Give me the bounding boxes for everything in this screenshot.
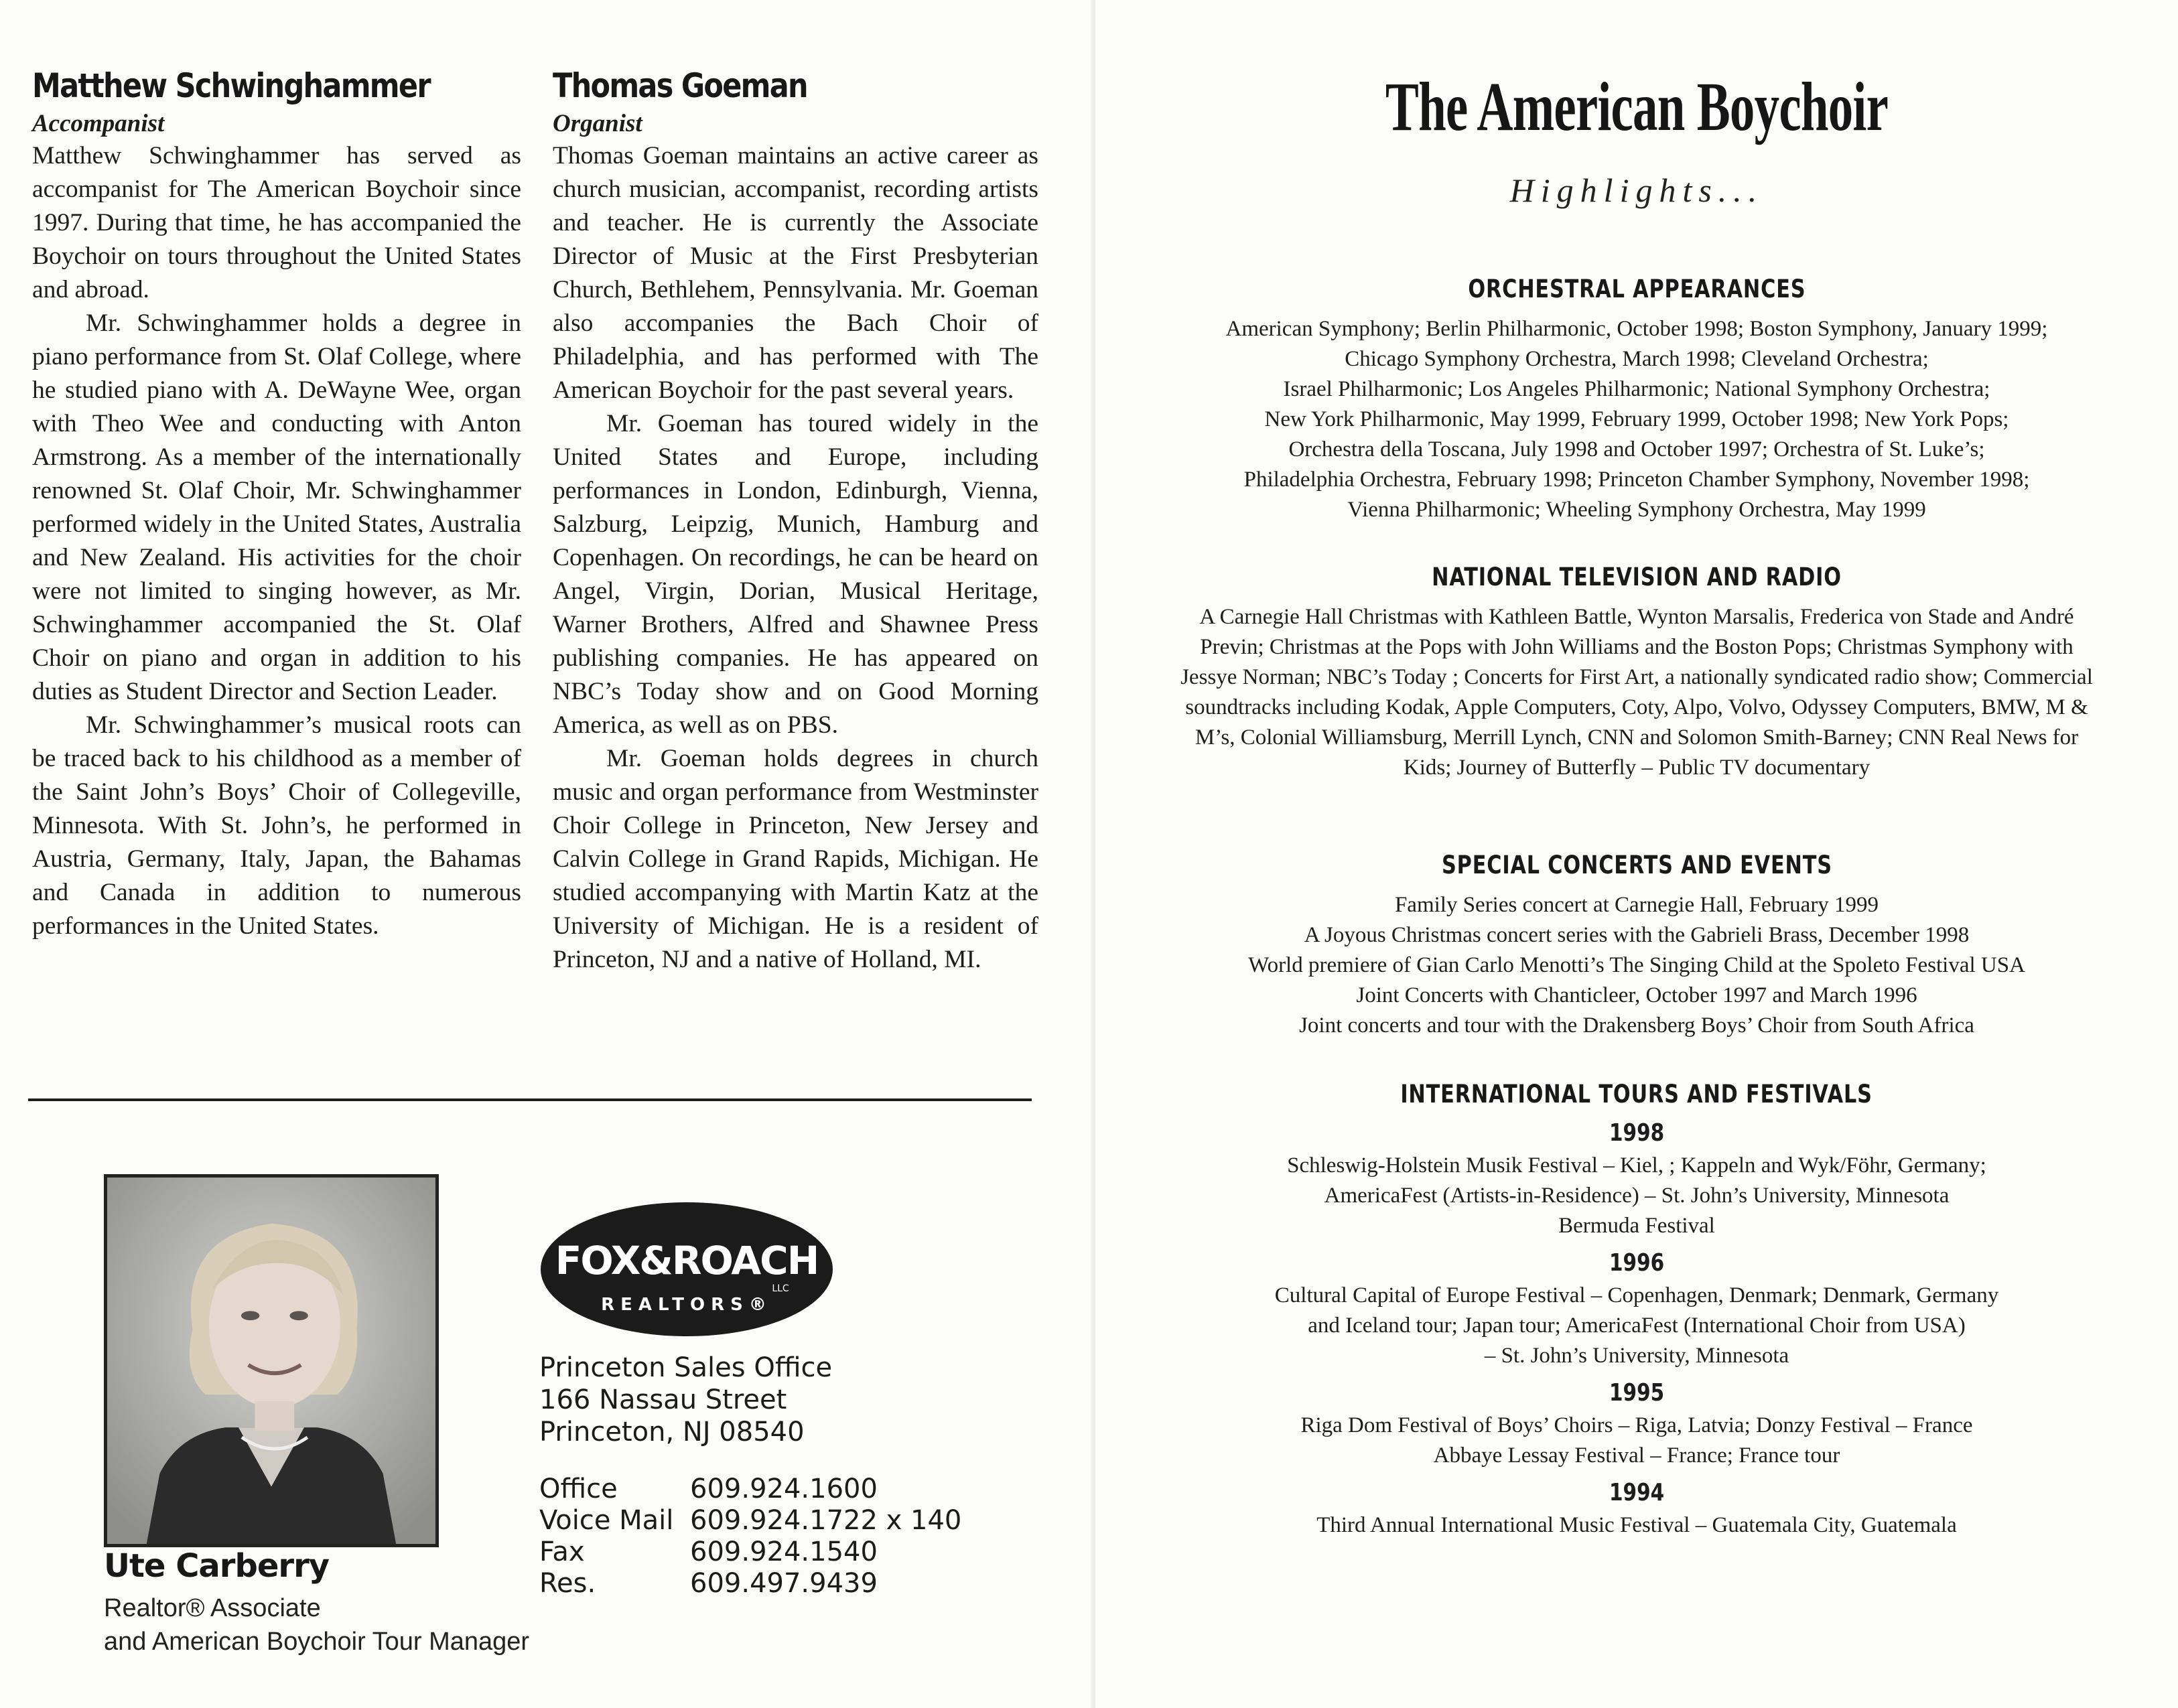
bio-role: Organist [553,110,642,137]
divider-rule [28,1098,1032,1101]
section-line: Vienna Philharmonic; Wheeling Symphony Orchestra, May 1999 [1347,498,1926,522]
right-page [1095,0,2178,1708]
bio-paragraph: Mr. Schwinghammer holds a degree in piano performance from St. Olaf College, where he studied piano with A. DeWayne Wee, organ with Theo Wee and conducting with Anton Armstrong. As a member of the internationally renowned St. Olaf Choir, Mr. Schwinghammer performed widely in the United States, Australia and New Zealand. His activities for the choir were not limited to singing however, as Mr. Schwinghammer accompanied the St. Olaf Choir on piano and organ in addition to his duties as Student Director and Section Leader. [32,309,521,705]
contact-list [539,1474,961,1599]
contact-row [539,1568,961,1599]
tour-line: Riga Dom Festival of Boys’ Choirs – Riga, Latvia; Donzy Festival – France [1300,1413,1973,1437]
section-line: Chicago Symphony Orchestra, March 1998; Cleveland Orchestra; [1345,347,1929,371]
section-special-concerts [1132,851,2141,1041]
tour-line: Schleswig-Holstein Musik Festival – Kiel, ; Kappeln and Wyk/Föhr, Germany; [1287,1153,1986,1178]
contact-row [539,1505,961,1537]
agent-name: Ute Carberry [104,1547,330,1585]
section-line: Orchestra della Toscana, July 1998 and October 1997; Orchestra of St. Luke’s; [1288,437,1985,461]
page-subtitle: Highlights... [1509,171,1764,209]
title-text: The American Boychoir [1385,68,1889,145]
page-title [1095,67,2178,147]
tour-line: and Iceland tour; Japan tour; AmericaFest (International Choir from USA) [1308,1313,1966,1338]
logo-llc: LLC [772,1283,789,1294]
section-heading: ORCHESTRAL APPEARANCES [1467,275,1806,303]
bio-paragraph: Thomas Goeman maintains an active career as church musician, accompanist, recording artists and teacher. He is currently the Associate Director of Music at the First Presbyterian Church, Bethlehem, Pennsylvania. Mr. Goeman also accompanies the Bach Choir of Philadelphia, and has performed with The American Boychoir for the past several years. [553,142,1038,404]
section-heading: INTERNATIONAL TOURS AND FESTIVALS [1400,1080,1873,1109]
tour-line: Bermuda Festival [1558,1214,1715,1238]
bio-goeman [553,66,1038,977]
office-name: Princeton Sales Office [539,1352,833,1383]
section-tv-radio [1176,563,2098,783]
section-text: A Carnegie Hall Christmas with Kathleen Battle, Wynton Marsalis, Frederica von Stade and André Previn; Christmas at the Pops with John Williams and the Boston Pops; Christmas Symphony with Jessye Norman; NBC’s Today ; Concerts for First Art, a nationally syndicated radio show; Commercial soundtracks including Kodak, Apple Computers, Coty, Alpo, Volvo, Odyssey Computers, BMW, M & M’s, Colonial Williamsburg, Merrill Lynch, CNN and Solomon Smith-Barney; CNN Real News for Kids; Journey of Butterfly – Public TV documentary [1180,605,2093,780]
tour-line: Abbaye Lessay Festival – France; France tour [1433,1443,1840,1468]
logo-wordmark: FOX&ROACH [555,1238,819,1283]
office-street: 166 Nassau Street [539,1384,787,1415]
contact-label: Voice Mail [539,1505,674,1536]
tour-year: 1995 [1609,1379,1665,1407]
section-line: A Joyous Christmas concert series with the Gabrieli Brass, December 1998 [1304,923,1970,947]
contact-label: Res. [539,1568,596,1599]
tour-year: 1998 [1609,1119,1665,1147]
bio-paragraph: Matthew Schwinghammer has served as accompanist for The American Boychoir since 1997. During that time, he has accompanied the Boychoir on tours throughout the United States and abroad. [32,142,521,303]
agent-title: Realtor® Associate [104,1594,321,1622]
section-line: American Symphony; Berlin Philharmonic, October 1998; Boston Symphony, January 1999; [1225,317,2048,341]
section-line: Israel Philharmonic; Los Angeles Philharmonic; National Symphony Orchestra; [1283,377,1990,401]
contact-row [539,1537,961,1568]
bio-schwinghammer [32,66,521,943]
section-line: New York Philharmonic, May 1999, February 1999, October 1998; New York Pops; [1264,407,2009,431]
contact-value: 609.924.1600 [690,1474,878,1504]
bio-role: Accompanist [32,110,165,137]
contact-value: 609.924.1722 x 140 [690,1505,962,1536]
section-international-tours [1132,1080,2141,1541]
contact-label: Fax [539,1537,585,1567]
section-line: Joint Concerts with Chanticleer, October 1997 and March 1996 [1356,983,1917,1007]
fox-roach-logo [539,1199,834,1340]
tour-line: Third Annual International Music Festival – Guatemala City, Guatemala [1316,1513,1957,1537]
contact-row [539,1474,961,1505]
agent-photo [104,1174,439,1547]
agent-title: and American Boychoir Tour Manager [104,1628,530,1656]
tour-line: AmericaFest (Artists-in-Residence) – St. John’s University, Minnesota [1324,1184,1950,1208]
section-line: Family Series concert at Carnegie Hall, February 1999 [1394,893,1879,917]
tour-line: – St. John’s University, Minnesota [1484,1344,1789,1368]
bio-paragraph: Mr. Goeman holds degrees in church music and organ performance from Westminster Choir College in Princeton, New Jersey and Calvin College in Grand Rapids, Michigan. He studied accompanying with Martin Katz at the University of Michigan. He is a resident of Princeton, NJ and a native of Holland, MI. [553,745,1038,973]
logo-realtors: REALTORS® [601,1295,772,1315]
bio-paragraph: Mr. Schwinghammer’s musical roots can be traced back to his childhood as a member of the Saint John’s Boys’ Choir of Collegeville, Minnesota. With St. John’s, he performed in Austria, Germany, Italy, Japan, the Bahamas and Canada in addition to numerous performances in the United States. [32,711,521,940]
contact-label: Office [539,1474,618,1504]
section-heading: NATIONAL TELEVISION AND RADIO [1432,563,1842,591]
tour-line: Cultural Capital of Europe Festival – Copenhagen, Denmark; Denmark, Germany [1274,1283,1999,1307]
bio-name: Thomas Goeman [553,66,807,105]
tour-year: 1994 [1609,1479,1665,1506]
section-line: Philadelphia Orchestra, February 1998; Princeton Chamber Symphony, November 1998; [1243,468,2030,492]
section-line: World premiere of Gian Carlo Menotti’s The Singing Child at the Spoleto Festival USA [1248,953,2025,977]
bio-paragraph: Mr. Goeman has toured widely in the United States and Europe, including performances in London, Edinburgh, Vienna, Salzburg, Leipzig, Munich, Hamburg and Copenhagen. On recordings, he can be heard on Angel, Virgin, Dorian, Musical Heritage, Warner Brothers, Alfred and Shawnee Press publishing companies. He has appeared on NBC’s Today show and on Good Morning America, as well as on PBS. [553,410,1038,739]
section-heading: SPECIAL CONCERTS AND EVENTS [1441,851,1832,879]
section-line: Joint concerts and tour with the Drakensberg Boys’ Choir from South Africa [1299,1013,1974,1038]
contact-value: 609.497.9439 [690,1568,878,1599]
contact-value: 609.924.1540 [690,1537,878,1567]
tour-year: 1996 [1609,1249,1665,1277]
section-orchestral [1132,275,2141,525]
bio-name: Matthew Schwinghammer [32,66,430,105]
office-city: Princeton, NJ 08540 [539,1417,805,1447]
